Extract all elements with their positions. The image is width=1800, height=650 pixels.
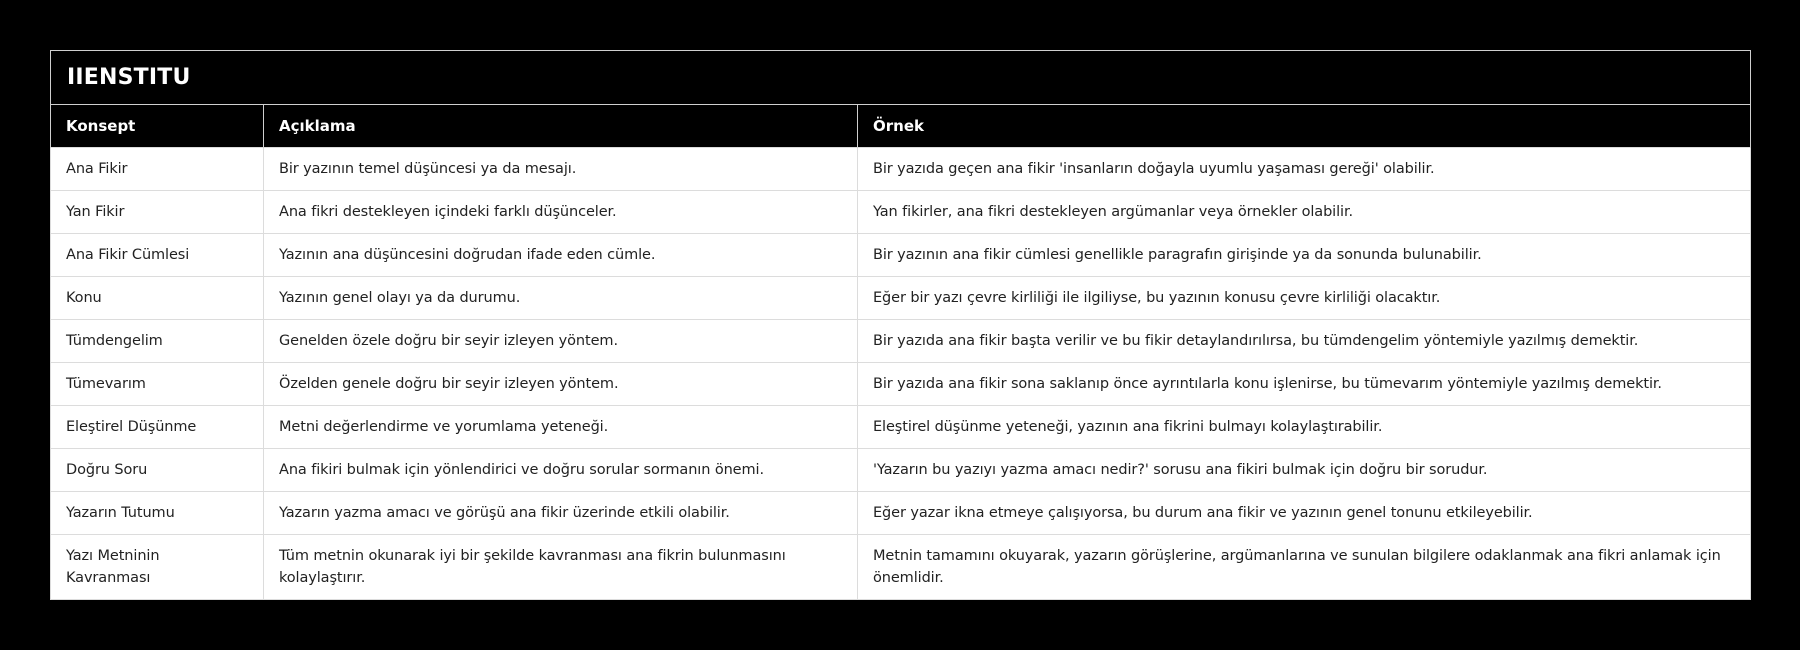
cell-ornek: Bir yazının ana fikir cümlesi genellikle paragrafın girişinde ya da sonunda bulunabilir.	[858, 234, 1751, 277]
concept-table	[50, 50, 1751, 600]
table-row	[51, 492, 1751, 535]
cell-ornek: Bir yazıda ana fikir başta verilir ve bu fikir detaylandırılırsa, bu tümdengelim yöntemiyle yazılmış demektir.	[858, 320, 1751, 363]
table-title: IIENSTITU	[51, 51, 1751, 105]
cell-ornek: Eğer bir yazı çevre kirliliği ile ilgiliyse, bu yazının konusu çevre kirliliği olacaktır.	[858, 277, 1751, 320]
table-row	[51, 234, 1751, 277]
column-header-konsept: Konsept	[51, 105, 264, 148]
table-row	[51, 449, 1751, 492]
table-row	[51, 535, 1751, 600]
cell-ornek: 'Yazarın bu yazıyı yazma amacı nedir?' sorusu ana fikiri bulmak için doğru bir sorudur.	[858, 449, 1751, 492]
cell-konsept: Konu	[51, 277, 264, 320]
cell-konsept: Yazarın Tutumu	[51, 492, 264, 535]
cell-ornek: Yan fikirler, ana fikri destekleyen argümanlar veya örnekler olabilir.	[858, 191, 1751, 234]
table-row	[51, 277, 1751, 320]
cell-aciklama: Bir yazının temel düşüncesi ya da mesajı.	[264, 148, 858, 191]
cell-konsept: Eleştirel Düşünme	[51, 406, 264, 449]
cell-ornek: Bir yazıda geçen ana fikir 'insanların doğayla uyumlu yaşaması gereği' olabilir.	[858, 148, 1751, 191]
cell-konsept: Yan Fikir	[51, 191, 264, 234]
cell-aciklama: Yazının genel olayı ya da durumu.	[264, 277, 858, 320]
cell-ornek: Bir yazıda ana fikir sona saklanıp önce ayrıntılarla konu işlenirse, bu tümevarım yöntemiyle yazılmış demektir.	[858, 363, 1751, 406]
cell-aciklama: Yazının ana düşüncesini doğrudan ifade eden cümle.	[264, 234, 858, 277]
cell-aciklama: Yazarın yazma amacı ve görüşü ana fikir üzerinde etkili olabilir.	[264, 492, 858, 535]
cell-ornek: Metnin tamamını okuyarak, yazarın görüşlerine, argümanlarına ve sunulan bilgilere odaklanmak ana fikri anlamak için önemlidir.	[858, 535, 1751, 600]
table-row	[51, 406, 1751, 449]
cell-aciklama: Metni değerlendirme ve yorumlama yeteneği.	[264, 406, 858, 449]
cell-konsept: Ana Fikir Cümlesi	[51, 234, 264, 277]
cell-konsept: Tümdengelim	[51, 320, 264, 363]
concept-table-container	[50, 50, 1750, 600]
table-row	[51, 363, 1751, 406]
cell-aciklama: Ana fikri destekleyen içindeki farklı düşünceler.	[264, 191, 858, 234]
column-header-aciklama: Açıklama	[264, 105, 858, 148]
title-row	[51, 51, 1751, 105]
cell-konsept: Ana Fikir	[51, 148, 264, 191]
table-row	[51, 320, 1751, 363]
cell-aciklama: Ana fikiri bulmak için yönlendirici ve doğru sorular sormanın önemi.	[264, 449, 858, 492]
cell-konsept: Tümevarım	[51, 363, 264, 406]
cell-ornek: Eleştirel düşünme yeteneği, yazının ana fikrini bulmayı kolaylaştırabilir.	[858, 406, 1751, 449]
cell-konsept: Doğru Soru	[51, 449, 264, 492]
column-header-ornek: Örnek	[858, 105, 1751, 148]
header-row	[51, 105, 1751, 148]
cell-aciklama: Özelden genele doğru bir seyir izleyen yöntem.	[264, 363, 858, 406]
cell-aciklama: Tüm metnin okunarak iyi bir şekilde kavranması ana fikrin bulunmasını kolaylaştırır.	[264, 535, 858, 600]
cell-aciklama: Genelden özele doğru bir seyir izleyen yöntem.	[264, 320, 858, 363]
cell-ornek: Eğer yazar ikna etmeye çalışıyorsa, bu durum ana fikir ve yazının genel tonunu etkileyebilir.	[858, 492, 1751, 535]
cell-konsept: Yazı Metninin Kavranması	[51, 535, 264, 600]
table-row	[51, 191, 1751, 234]
table-row	[51, 148, 1751, 191]
